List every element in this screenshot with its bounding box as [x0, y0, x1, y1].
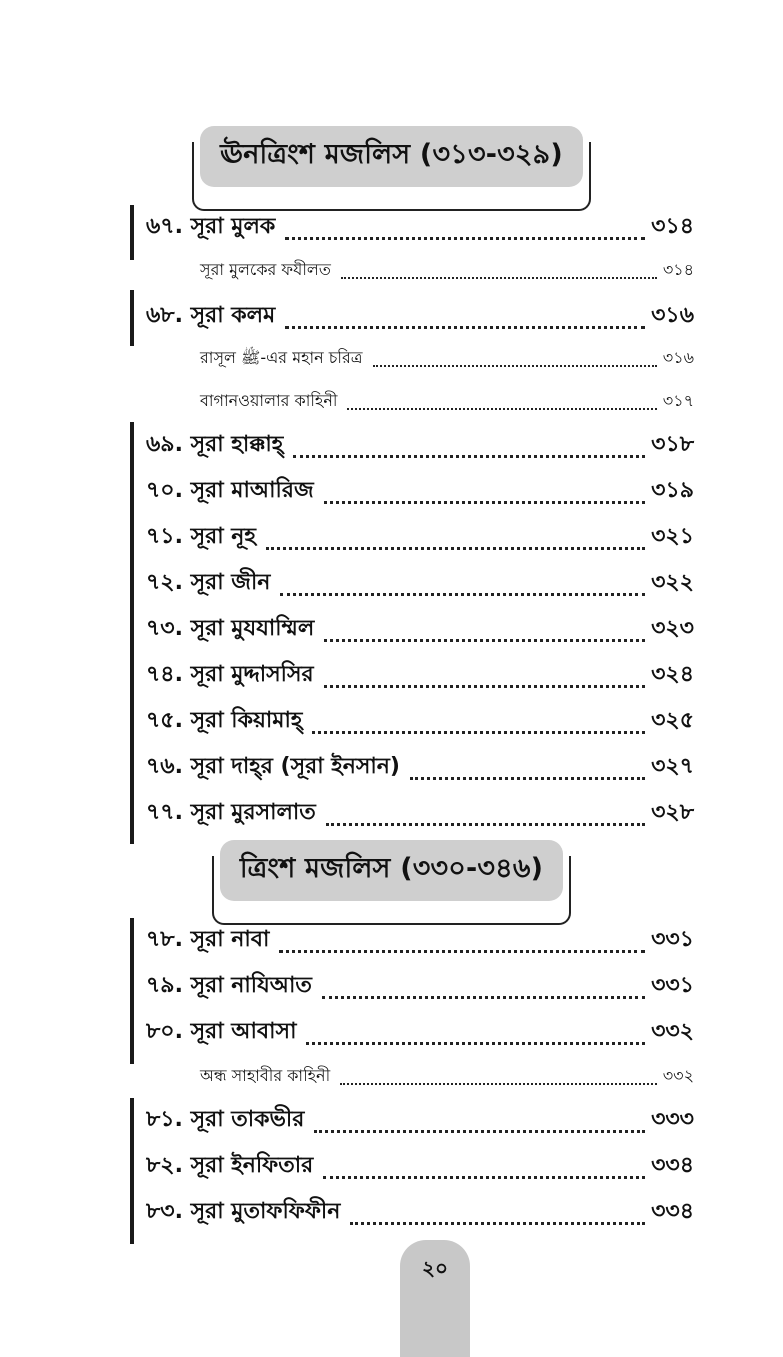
- dot-leader: [341, 275, 657, 279]
- dot-leader: [340, 1081, 657, 1085]
- dot-leader: [324, 683, 646, 688]
- entry-page: ৩৩১: [651, 973, 694, 998]
- dot-leader: [324, 499, 646, 504]
- dot-leader: [285, 324, 645, 329]
- entry-title: ৬৭. সূরা মুলক: [146, 214, 276, 239]
- entry-title: ৮২. সূরা ইনফিতার: [146, 1153, 314, 1178]
- entry-title: সূরা মুলকের ফযীলত: [200, 260, 331, 279]
- entry-page: ৩৩১: [651, 927, 694, 952]
- entry-title: ৮০. সূরা আবাসা: [146, 1019, 297, 1044]
- toc-entry[interactable]: [146, 756, 694, 786]
- entry-page: ৩১৮: [651, 432, 694, 457]
- dot-leader: [293, 453, 645, 458]
- entry-page: ৩৩৩: [651, 1107, 694, 1132]
- entry-page: ৩১৪: [662, 260, 694, 279]
- entry-page: ৩৩২: [651, 1019, 694, 1044]
- toc-entry[interactable]: [146, 216, 694, 246]
- dot-leader: [326, 821, 645, 826]
- toc-entry[interactable]: [146, 802, 694, 832]
- dot-leader: [279, 948, 645, 953]
- entry-page: ৩১৬: [662, 348, 694, 367]
- section-header: [0, 139, 783, 211]
- entry-page: ৩১৬: [651, 303, 694, 328]
- dot-leader: [324, 637, 645, 642]
- toc-entry[interactable]: [146, 710, 694, 740]
- dot-leader: [312, 729, 645, 734]
- section-title: ঊনত্রিংশ মজলিস (৩১৩-৩২৯): [200, 126, 583, 187]
- entry-page: ৩১৪: [651, 214, 694, 239]
- toc-entry[interactable]: [146, 618, 694, 648]
- entry-title: ৭৫. সূরা কিয়ামাহ্: [146, 708, 303, 733]
- dot-leader: [280, 591, 645, 596]
- dot-leader: [347, 406, 656, 410]
- entry-title: ৭৯. সূরা নাযিআত: [146, 973, 312, 998]
- entry-page: ৩৩৪: [651, 1199, 694, 1224]
- entry-title: ৭৮. সূরা নাবা: [146, 927, 270, 952]
- dot-leader: [410, 775, 645, 780]
- toc-subentry[interactable]: [200, 262, 694, 284]
- toc-entry[interactable]: [146, 975, 694, 1005]
- entry-page: ৩২৫: [651, 708, 694, 733]
- entry-title: ৮১. সূরা তাকভীর: [146, 1107, 305, 1132]
- entry-title: বাগানওয়ালার কাহিনী: [200, 391, 338, 410]
- entry-page: ৩২৮: [651, 800, 694, 825]
- entry-title: ৬৮. সূরা কলম: [146, 303, 276, 328]
- toc-subentry[interactable]: [200, 1068, 694, 1090]
- entry-page: ৩৩৪: [651, 1153, 694, 1178]
- entry-title: ৭২. সূরা জীন: [146, 570, 271, 595]
- page-number: ২০: [421, 1256, 448, 1280]
- toc-subentry[interactable]: [200, 350, 694, 372]
- entry-page: ৩১৯: [651, 478, 694, 503]
- toc-subentry[interactable]: [200, 393, 694, 415]
- entry-title: ৭০. সূরা মাআরিজ: [146, 478, 314, 503]
- dot-leader: [373, 363, 657, 367]
- entry-page: ৩২৩: [651, 616, 694, 641]
- toc-entry[interactable]: [146, 1155, 694, 1185]
- section-header-frame: [192, 139, 591, 211]
- section-title: ত্রিংশ মজলিস (৩৩০-৩৪৬): [220, 840, 563, 901]
- entry-page: ৩১৭: [662, 391, 694, 410]
- toc-entry[interactable]: [146, 1021, 694, 1051]
- section-header-frame: [212, 853, 571, 925]
- dot-leader: [285, 235, 645, 240]
- section-header: [0, 853, 783, 925]
- entry-title: ৭১. সূরা নূহ: [146, 524, 256, 549]
- toc-entry[interactable]: [146, 305, 694, 335]
- entry-title: ৭৭. সূরা মুরসালাত: [146, 800, 316, 825]
- entry-title: ৭৩. সূরা মুযযাম্মিল: [146, 616, 315, 641]
- dot-leader: [350, 1220, 645, 1225]
- entry-title: ৮৩. সূরা মুতাফফিফীন: [146, 1199, 341, 1224]
- toc-entry[interactable]: [146, 480, 694, 510]
- toc-entry[interactable]: [146, 572, 694, 602]
- entry-page: ৩২৭: [651, 754, 694, 779]
- dot-leader: [306, 1040, 645, 1045]
- dot-leader: [266, 545, 645, 550]
- toc-entry[interactable]: [146, 1109, 694, 1139]
- entry-page: ৩৩২: [662, 1066, 694, 1085]
- entry-title: ৭৬. সূরা দাহ্‌র (সূরা ইনসান): [146, 754, 400, 779]
- dot-leader: [314, 1128, 645, 1133]
- entry-title: ৬৯. সূরা হাক্কাহ্: [146, 432, 284, 457]
- entry-page: ৩২২: [651, 570, 694, 595]
- toc-entry[interactable]: [146, 664, 694, 694]
- page-number-tab: [400, 1240, 470, 1357]
- toc-entry[interactable]: [146, 434, 694, 464]
- dot-leader: [323, 1174, 645, 1179]
- entry-title: ৭৪. সূরা মুদ্দাসসির: [146, 662, 314, 687]
- entry-title: অন্ধ সাহাবীর কাহিনী: [200, 1066, 331, 1085]
- entry-page: ৩২৪: [651, 662, 694, 687]
- toc-entry[interactable]: [146, 1201, 694, 1231]
- entry-page: ৩২১: [651, 524, 694, 549]
- entry-title: রাসূল ﷺ-এর মহান চরিত্র: [200, 348, 363, 367]
- dot-leader: [322, 994, 645, 999]
- toc-entry[interactable]: [146, 526, 694, 556]
- toc-entry[interactable]: [146, 929, 694, 959]
